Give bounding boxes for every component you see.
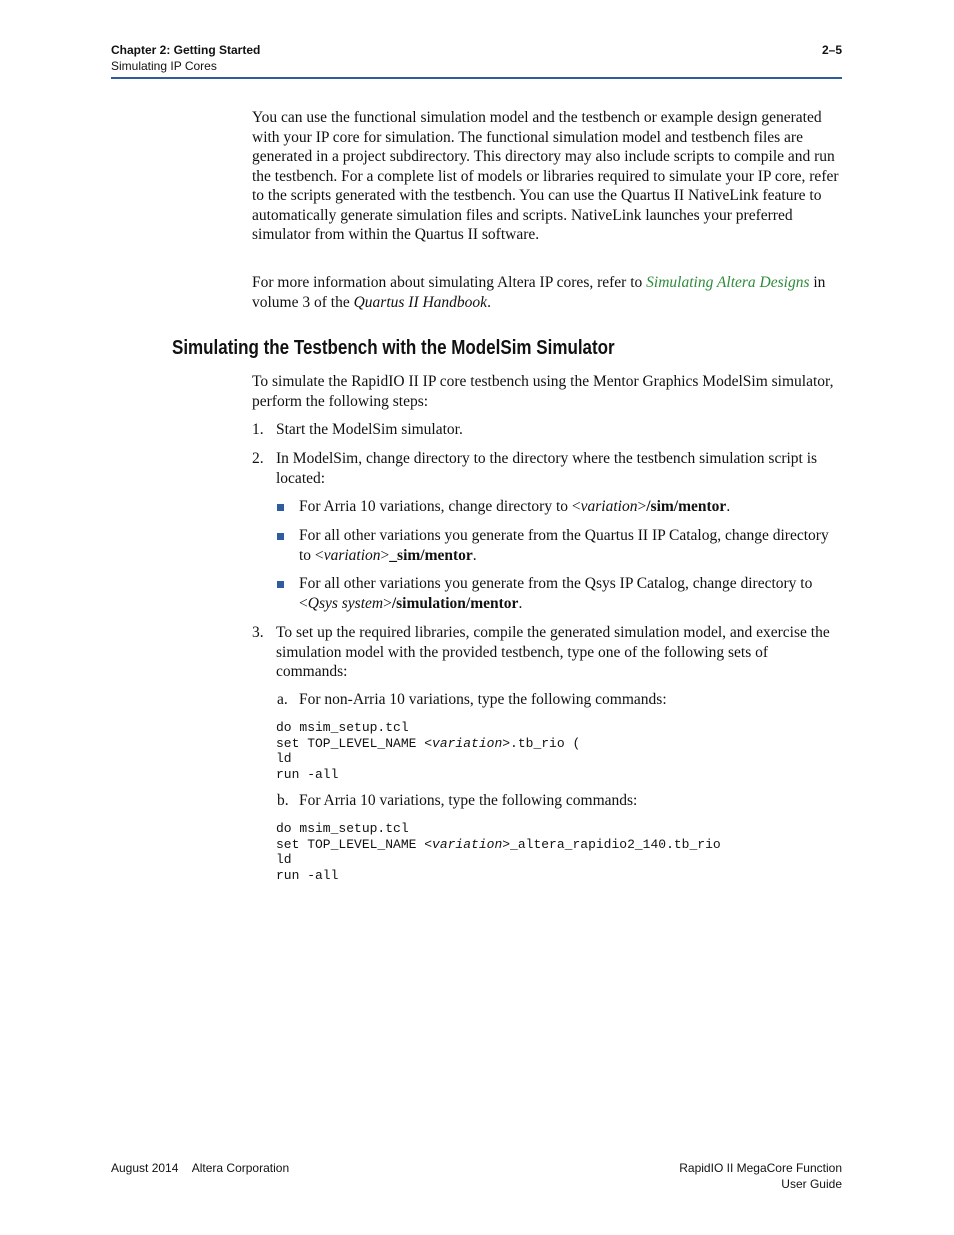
- step-number: 2.: [252, 450, 264, 467]
- code-line: run -all: [276, 766, 339, 782]
- paragraph-simulation-model: [252, 108, 842, 245]
- substep-text: For Arria 10 variations, type the following commands:: [299, 792, 638, 809]
- bullet-post: >: [383, 594, 392, 612]
- substep-letter: a.: [277, 691, 288, 708]
- bullet-text: For all other variations you generate from the Quartus II IP Catalog, change directory to <: [299, 527, 829, 564]
- more-info-end: .: [487, 293, 491, 311]
- bullet-var: Qsys system: [307, 594, 384, 612]
- code-line: set TOP_LEVEL_NAME <: [276, 836, 433, 852]
- code-line-rest: >.tb_rio (: [502, 735, 581, 751]
- code-var: variation: [432, 836, 503, 852]
- more-info-middle: in volume 3 of the: [252, 274, 826, 311]
- intro-text: To simulate the RapidIO II IP core testbench using the Mentor Graphics ModelSim simulator, perform the following steps:: [252, 373, 834, 410]
- intro-paragraph: [252, 372, 842, 411]
- code-line-rest: >_altera_rapidio2_140.tb_rio: [502, 836, 721, 852]
- step-text: Start the ModelSim simulator.: [276, 421, 463, 438]
- header-section: Simulating IP Cores: [111, 59, 217, 73]
- footer-left: [111, 1160, 289, 1176]
- header-rule: [111, 77, 842, 79]
- bullet-end: .: [518, 594, 523, 612]
- bullet-end: .: [472, 546, 477, 564]
- bullet-text: For all other variations you generate from the Qsys IP Catalog, change directory to <: [299, 575, 813, 612]
- bullet-text: For Arria 10 variations, change directory to <: [299, 498, 581, 515]
- bullet-path: _sim/mentor: [389, 546, 473, 564]
- paragraph-text: You can use the functional simulation model and the testbench or example design generated with your IP core for simulation. The functional simulation model and testbench files are generated in a project subdirectory. This directory may also include scripts to compile and run the testbench. For a complete list of models or libraries required to simulate your IP core, refer to the scripts generated with the testbench. You can use the Quartus II NativeLink feature to automatically generate simulation files and scripts. NativeLink launches your preferred simulator from within the Quartus II software.: [252, 109, 839, 243]
- code-line: set TOP_LEVEL_NAME <: [276, 735, 433, 751]
- step-number: 3.: [252, 624, 264, 641]
- bullet-post: >: [637, 498, 647, 515]
- step-number: 1.: [252, 421, 264, 438]
- code-line: ld: [276, 751, 292, 766]
- code-line: do msim_setup.tcl: [276, 720, 409, 735]
- substep-letter: b.: [277, 792, 289, 809]
- header-chapter: Chapter 2: Getting Started: [111, 43, 261, 57]
- bullet-post: >: [380, 546, 390, 564]
- step-text: In ModelSim, change directory to the directory where the testbench simulation script is located:: [276, 450, 818, 487]
- code-var: variation: [432, 735, 503, 751]
- code-block-non-arria10: [276, 720, 580, 782]
- simulating-altera-designs-link[interactable]: Simulating Altera Designs: [646, 274, 810, 291]
- substep-text: For non-Arria 10 variations, type the following commands:: [299, 691, 667, 708]
- page-number: 2–5: [821, 43, 842, 57]
- square-bullet-icon: [277, 581, 284, 588]
- code-line: ld: [276, 852, 292, 867]
- bullet-path: /sim/mentor: [646, 498, 727, 515]
- square-bullet-icon: [277, 533, 284, 540]
- paragraph-more-info: [252, 273, 842, 312]
- section-heading: Simulating the Testbench with the ModelSim Simulator: [172, 337, 615, 359]
- code-line: do msim_setup.tcl: [276, 821, 409, 836]
- footer-product: RapidIO II MegaCore Function: [679, 1161, 842, 1175]
- bullet-end: .: [726, 498, 731, 515]
- bullet-path: /simulation/mentor: [391, 594, 519, 612]
- bullet-var: variation: [580, 498, 638, 515]
- bullet-var: variation: [323, 546, 381, 564]
- footer-company: Altera Corporation: [191, 1161, 290, 1175]
- square-bullet-icon: [277, 504, 284, 511]
- step-text: To set up the required libraries, compile the generated simulation model, and exercise the simulation model with the provided testbench, type one of the following sets of commands:: [276, 624, 830, 680]
- footer-right: [679, 1160, 842, 1192]
- code-line: run -all: [276, 867, 339, 883]
- handbook-title: Quartus II Handbook: [353, 293, 488, 311]
- footer-date: August 2014: [111, 1161, 179, 1175]
- code-block-arria10: [276, 821, 721, 883]
- more-info-text: For more information about simulating Altera IP cores, refer to: [252, 274, 647, 291]
- footer-doc: User Guide: [781, 1177, 842, 1191]
